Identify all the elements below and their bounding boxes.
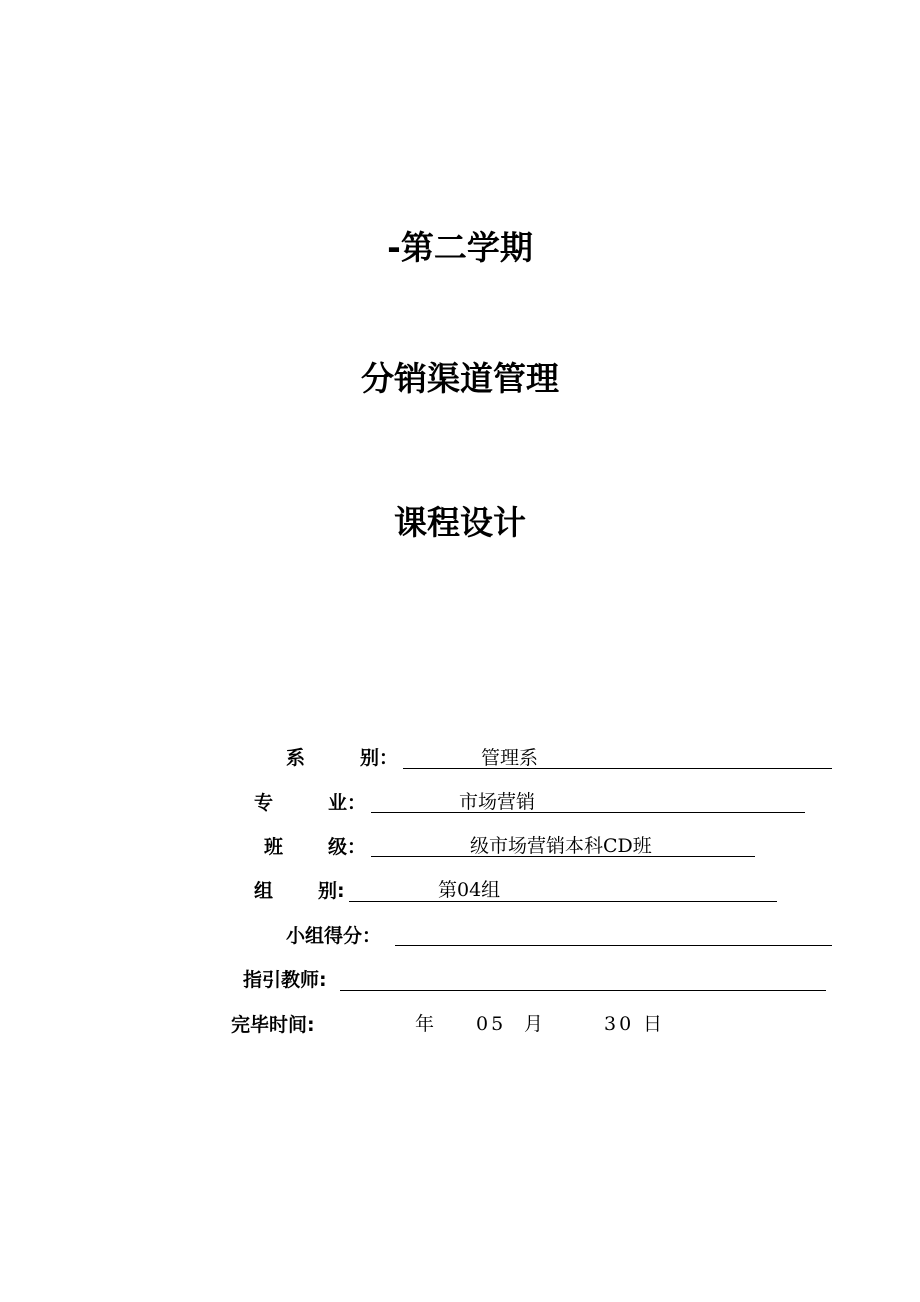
completion-month-unit: 月 <box>524 1013 544 1035</box>
completion-year-unit: 年 <box>415 1013 435 1035</box>
class-label-a: 班 <box>264 836 284 858</box>
teacher-label: 指引教师: <box>243 969 327 991</box>
completion-month: 05 <box>476 1013 507 1035</box>
design-title: 课程设计 <box>394 503 526 542</box>
group-underline <box>349 901 777 902</box>
score-label: 小组得分： <box>286 925 382 947</box>
major-value: 市场营销 <box>459 791 536 813</box>
teacher-underline <box>340 990 826 991</box>
major-label-a: 专 <box>254 792 274 814</box>
major-label-b: 业： <box>328 792 367 814</box>
completion-day-unit: 日 <box>643 1013 663 1035</box>
semester-title: -第二学期 <box>387 228 533 267</box>
department-label-a: 系 <box>286 747 306 769</box>
group-value: 第04组 <box>438 879 501 901</box>
score-underline <box>395 945 832 946</box>
group-label-a: 组 <box>254 880 274 902</box>
class-label-b: 级： <box>328 836 367 858</box>
group-label-b: 别: <box>318 880 345 902</box>
completion-day: 30 <box>604 1013 635 1035</box>
course-title: 分销渠道管理 <box>361 359 559 398</box>
department-value: 管理系 <box>481 747 539 769</box>
completion-label: 完毕时间: <box>231 1014 315 1036</box>
department-underline <box>403 768 832 769</box>
department-label-b: 别： <box>360 747 399 769</box>
major-underline <box>371 812 805 813</box>
class-value: 级市场营销本科CD班 <box>470 835 652 857</box>
